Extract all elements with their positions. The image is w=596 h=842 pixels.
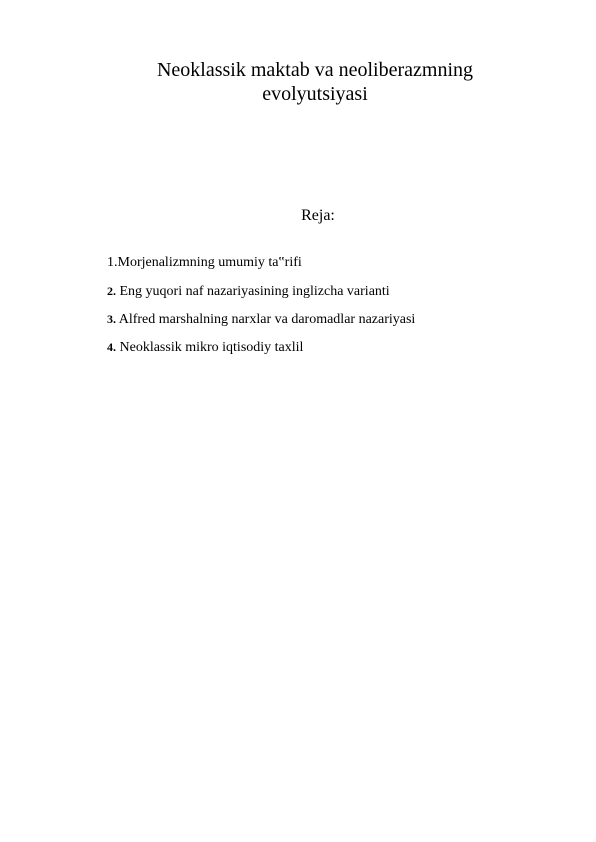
- plan-item-number: 2.: [107, 284, 116, 298]
- plan-item-3: [107, 311, 415, 327]
- plan-item-text: Alfred marshalning narxlar va daromadlar nazariyasi: [116, 312, 416, 327]
- plan-item-number: 3.: [107, 312, 116, 326]
- plan-item-number: 4.: [107, 340, 116, 354]
- plan-item-2: [107, 283, 415, 299]
- plan-heading: Reja:: [301, 207, 335, 224]
- plan-list: [107, 255, 415, 367]
- title-line-2: evolyutsiyasi: [262, 83, 368, 105]
- title-line-1: Neoklassik maktab va neoliberazmning: [156, 59, 473, 81]
- document-title: [90, 58, 540, 106]
- plan-item-1: [107, 255, 415, 271]
- plan-item-text: Neoklassik mikro iqtisodiy taxlil: [116, 340, 304, 355]
- plan-item-number: 1.: [107, 255, 118, 270]
- plan-item-text: Eng yuqori naf nazariyasining inglizcha varianti: [116, 284, 390, 299]
- plan-item-4: [107, 339, 415, 355]
- plan-item-text: Morjenalizmning umumiy ta‟rifi: [117, 255, 302, 270]
